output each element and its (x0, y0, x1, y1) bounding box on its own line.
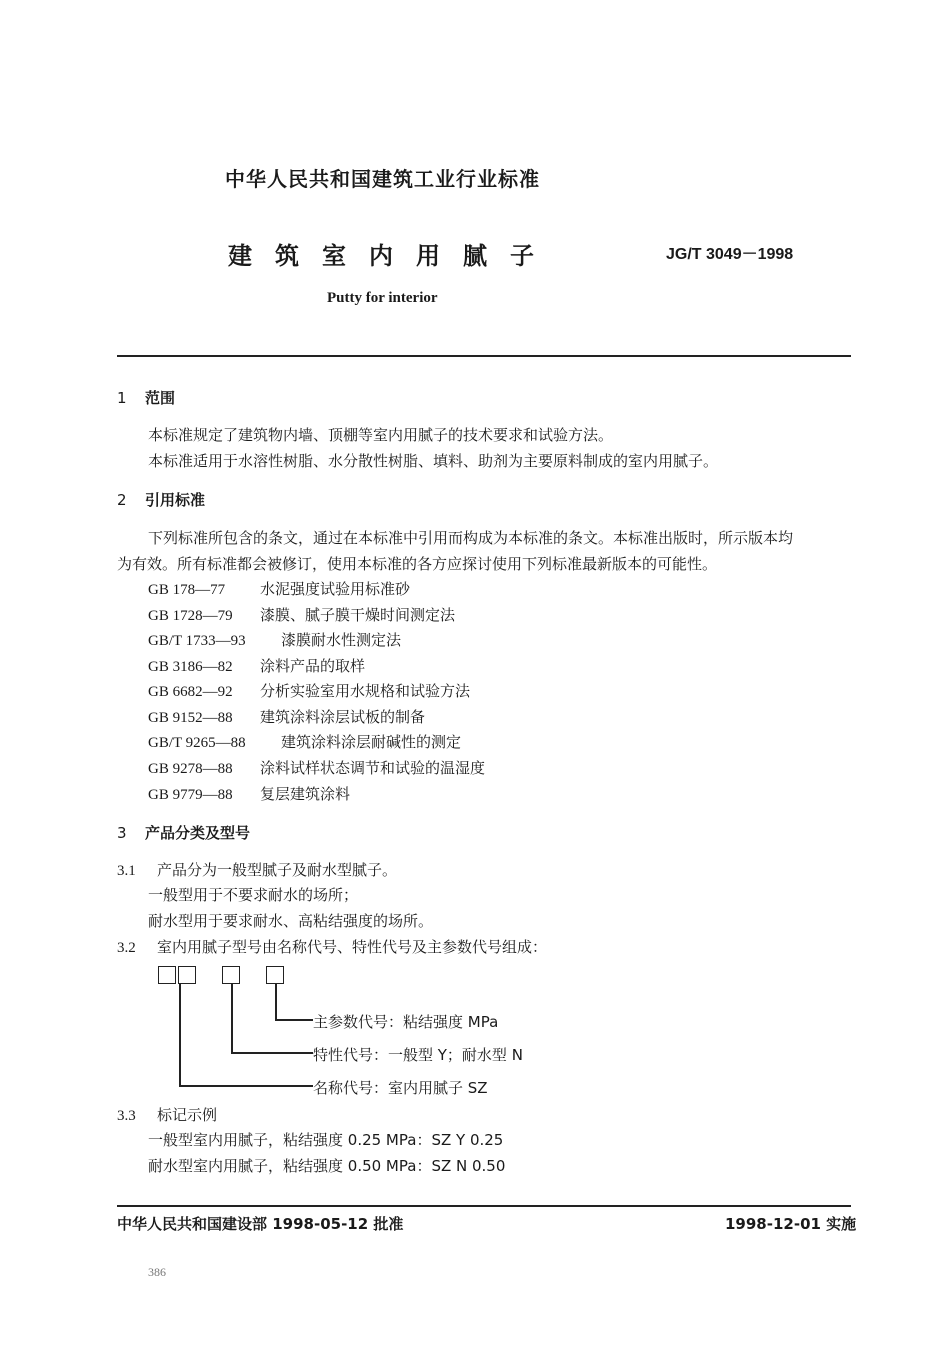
section-title: 产品分类及型号 (145, 824, 251, 842)
reference-title: 涂料试样状态调节和试验的温湿度 (260, 759, 486, 777)
subsection-3-2 (117, 936, 547, 957)
reference-item (148, 783, 350, 804)
subsection-number: 3.3 (117, 1108, 136, 1124)
paragraph: 为有效。所有标准都会被修订，使用本标准的各方应探讨使用下列标准最新版本的可能性。 (117, 555, 718, 573)
reference-title: 分析实验室用水规格和试验方法 (260, 682, 471, 700)
document-title: 建筑室内用腻子 (228, 242, 557, 270)
connector-line (231, 1052, 313, 1054)
reference-title: 漆膜耐水性测定法 (281, 631, 402, 649)
section-number: 2 (117, 491, 127, 509)
subsection-text: 产品分为一般型腻子及耐水型腻子。 (157, 861, 398, 879)
standard-code: JG/T 3049－1998 (666, 246, 794, 263)
subsection-text: 室内用腻子型号由名称代号、特性代号及主参数代号组成： (157, 938, 548, 956)
name-code-box (178, 966, 196, 984)
reference-code: GB/T 9265—88 (148, 735, 246, 751)
subsection-number: 3.1 (117, 863, 136, 879)
marking-example: 耐水型室内用腻子，粘结强度 0.50 MPa：SZ N 0.50 (148, 1157, 506, 1175)
section-1-heading (117, 387, 175, 408)
reference-item (148, 706, 425, 727)
section-title: 引用标准 (145, 491, 206, 509)
main-param-code-box (266, 966, 284, 984)
paragraph: 本标准规定了建筑物内墙、顶棚等室内用腻子的技术要求和试验方法。 (148, 426, 614, 444)
section-number: 3 (117, 824, 127, 842)
name-label: 名称代号：室内用腻子 SZ (313, 1079, 488, 1097)
approval-date: 中华人民共和国建设部 1998-05-12 批准 (117, 1215, 404, 1233)
section-3-heading (117, 822, 250, 843)
industry-standard-title: 中华人民共和国建筑工业行业标准 (225, 167, 540, 191)
reference-title: 建筑涂料涂层耐碱性的测定 (281, 733, 462, 751)
reference-code: GB 1728—79 (148, 608, 233, 624)
reference-title: 建筑涂料涂层试板的制备 (260, 708, 426, 726)
reference-code: GB 9779—88 (148, 787, 233, 803)
reference-item (148, 757, 485, 778)
reference-title: 水泥强度试验用标准砂 (260, 580, 411, 598)
reference-item (148, 655, 365, 676)
connector-line (275, 1019, 313, 1021)
section-title: 范围 (145, 389, 176, 407)
reference-item (148, 629, 401, 650)
connector-line (275, 984, 277, 1020)
paragraph: 一般型用于不要求耐水的场所； (148, 886, 359, 904)
reference-title: 漆膜、腻子膜干燥时间测定法 (260, 606, 456, 624)
name-code-box (158, 966, 176, 984)
reference-title: 复层建筑涂料 (260, 785, 351, 803)
reference-code: GB 9278—88 (148, 761, 233, 777)
subsection-title: 标记示例 (157, 1106, 218, 1124)
main-param-label: 主参数代号：粘结强度 MPa (313, 1013, 499, 1031)
reference-code: GB 178—77 (148, 582, 226, 598)
reference-item (148, 578, 410, 599)
feature-label: 特性代号：一般型 Y；耐水型 N (313, 1046, 523, 1064)
paragraph: 本标准适用于水溶性树脂、水分散性树脂、填料、助剂为主要原料制成的室内用腻子。 (148, 452, 719, 470)
english-subtitle: Putty for interior (327, 290, 438, 306)
header-divider (117, 355, 851, 357)
reference-code: GB 6682—92 (148, 684, 233, 700)
footer-divider (117, 1205, 851, 1207)
reference-item (148, 604, 455, 625)
subsection-number: 3.2 (117, 940, 136, 956)
feature-code-box (222, 966, 240, 984)
marking-example: 一般型室内用腻子，粘结强度 0.25 MPa：SZ Y 0.25 (148, 1131, 504, 1149)
subsection-3-1 (117, 859, 397, 880)
paragraph: 耐水型用于要求耐水、高粘结强度的场所。 (148, 912, 434, 930)
reference-code: GB 9152—88 (148, 710, 233, 726)
page-number: 386 (148, 1265, 166, 1279)
reference-code: GB 3186—82 (148, 659, 233, 675)
section-number: 1 (117, 389, 127, 407)
reference-item (148, 680, 470, 701)
connector-line (231, 984, 233, 1053)
connector-line (179, 984, 181, 1086)
section-2-heading (117, 489, 205, 510)
reference-item (148, 731, 461, 752)
reference-code: GB/T 1733—93 (148, 633, 246, 649)
connector-line (179, 1085, 313, 1087)
paragraph: 下列标准所包含的条文，通过在本标准中引用而构成为本标准的条文。本标准出版时，所示版本均 (148, 529, 794, 547)
subsection-3-3 (117, 1104, 217, 1125)
reference-title: 涂料产品的取样 (260, 657, 366, 675)
implementation-date: 1998-12-01 实施 (725, 1215, 857, 1233)
